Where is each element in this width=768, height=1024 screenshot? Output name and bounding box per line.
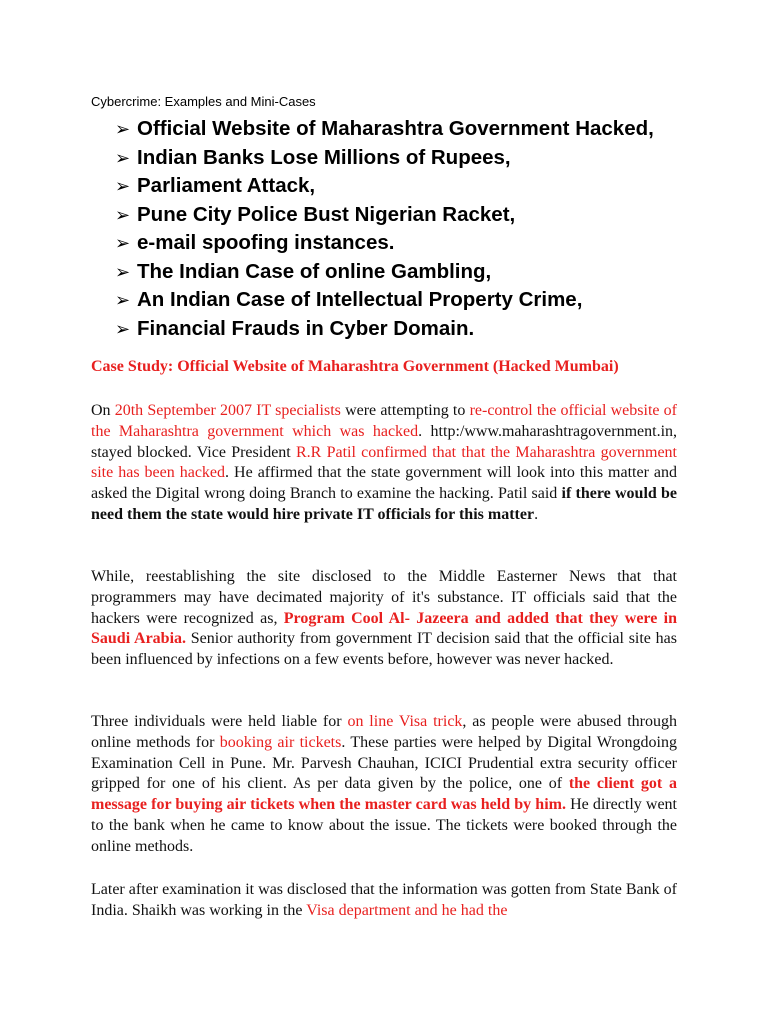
list-item: ➢ Indian Banks Lose Millions of Rupees,	[115, 144, 654, 173]
paragraph-1: On 20th September 2007 IT specialists were attempting to re-control the official website of the Maharashtra government which was hacked. http:/www.maharashtragovernment.in, stayed blocked. Vice President R.R Patil confirmed that that the Maharashtra government site has been hacked. He affirmed that the state government will look into this matter and asked the Digital wrong doing Branch to examine the hacking. Patil said if there would be need them the state would hire private IT officials for this matter.	[91, 402, 678, 523]
paragraph-3: Three individuals were held liable for on line Visa trick, as people were abused through online methods for booking air tickets. These parties were helped by Digital Wrongdoing Examination Cell in Pune. Mr. Parvesh Chauhan, ICICI Prudential extra security officer gripped for one of his client. As per data given by the police, one of the client got a message for buying air tickets when the master card was held by him. He directly went to the bank when he came to know about the issue. The tickets were booked through the online methods.	[91, 713, 678, 855]
arrow-bullet-icon: ➢	[115, 290, 131, 310]
list-item: ➢ Financial Frauds in Cyber Domain.	[115, 315, 654, 344]
arrow-bullet-icon: ➢	[115, 176, 131, 196]
paragraph-4: Later after examination it was disclosed that the information was gotten from State Bank of India. Shaikh was working in the Visa department and he had the	[91, 881, 677, 919]
arrow-bullet-icon: ➢	[115, 119, 131, 139]
arrow-bullet-icon: ➢	[115, 261, 131, 282]
paragraph-2: While, reestablishing the site disclosed to the Middle Easterner News that that programmers may have decimated majority of it's substance. IT officials said that the hackers were recognized as, Program Cool Al- Jazeera and added that they were in Saudi Arabia. Senior authority from government IT decision said that the official site has been influenced by infections on a few events before, however was never hacked.	[91, 568, 678, 669]
list-item: ➢ e-mail spoofing instances.	[115, 229, 654, 258]
arrow-bullet-icon: ➢	[115, 147, 131, 168]
arrow-bullet-icon: ➢	[115, 204, 131, 225]
cases-list	[115, 115, 654, 343]
section-heading: Cybercrime: Examples and Mini-Cases	[91, 94, 316, 109]
arrow-bullet-icon: ➢	[115, 233, 131, 253]
list-item: ➢ An Indian Case of Intellectual Property Crime,	[115, 286, 654, 315]
case-study-title: Case Study: Official Website of Maharashtra Government (Hacked Mumbai)	[91, 358, 619, 375]
list-item: ➢ Official Website of Maharashtra Government Hacked,	[115, 115, 654, 144]
arrow-bullet-icon: ➢	[115, 318, 131, 339]
list-item: ➢ The Indian Case of online Gambling,	[115, 258, 654, 287]
list-item: ➢ Pune City Police Bust Nigerian Racket,	[115, 201, 654, 230]
list-item: ➢ Parliament Attack,	[115, 172, 654, 201]
